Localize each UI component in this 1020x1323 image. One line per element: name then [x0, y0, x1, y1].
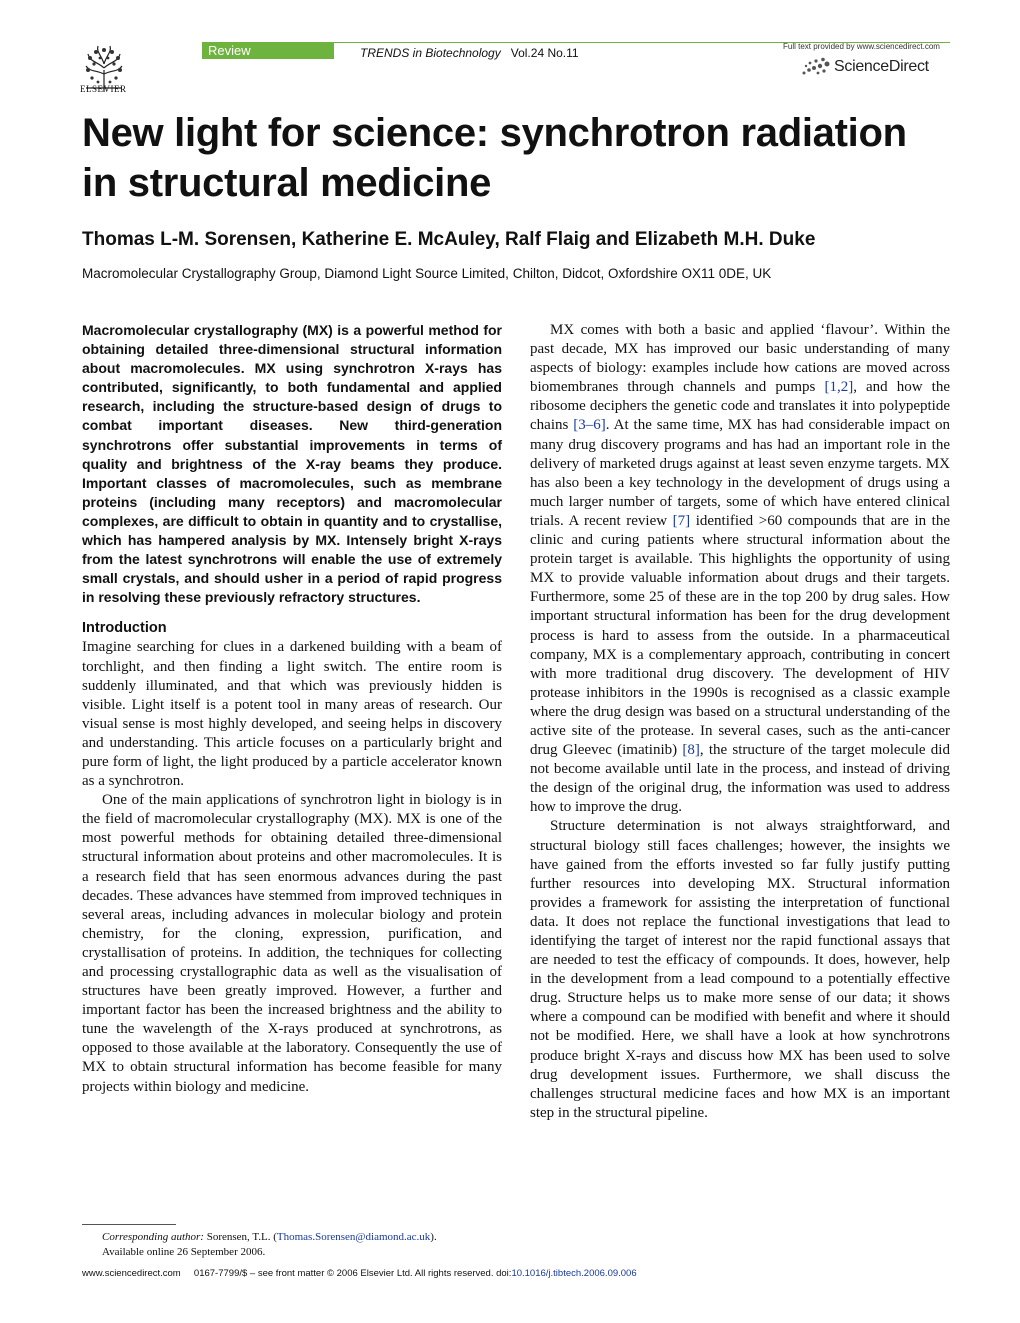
publisher-name: ELSEVIER	[80, 84, 127, 94]
journal-info	[360, 46, 579, 60]
citation-link[interactable]: [8]	[682, 742, 700, 759]
available-online-date: Available online 26 September 2006.	[102, 1246, 266, 1258]
paragraph: Structure determination is not always straightforward, and structural biology still faces challenges; however, the insights we have gained from the efforts invested so far fully justify putting further resources into developing MX. Structural information provides a framework for assisting the interpretation of functional data. It does not replace the functional investigations that lead to identifying the target of interest nor the rapid functional assays that are needed to test the efficacy of compounds. It does, however, help in the development from a lead compound to a potentially effective drug. Structure helps us to make more sense of our data; it shows where a compound can be modified with benefit and where it should not be modified. Here, we shall have a look at how synchrotrons produce bright X-rays and discuss how MX has been used to solve drug development issues. Furthermore, we shall discuss the challenges structural medicine faces and how MX is an important step in the structural pipeline.	[530, 818, 950, 1121]
right-column	[530, 321, 950, 1123]
article-title: New light for science: synchrotron radiation in structural medicine	[82, 111, 907, 205]
left-column	[82, 321, 502, 1097]
text-run: . At the same time, MX has had considerable impact on many drug discovery programs and has had an important role in the delivery of marketed drugs against at least seven enzyme targets. MX has also been a key technology in the development of drugs using a much larger number of targets, some of which have entered clinical trials. A recent review	[530, 417, 951, 529]
email-link[interactable]: Thomas.Sorensen@diamond.ac.uk	[276, 1231, 431, 1243]
citation-link[interactable]: [7]	[672, 512, 691, 529]
paragraph: One of the main applications of synchrotron light in biology is in the field of macromolecular crystallography (MX). MX is one of the most powerful methods for obtaining detailed three-dimensional structural information about proteins and other macromolecules. It is a research field that has seen enormous advances during the past decades. These advances have stemmed from improved techniques in several areas, including advances in molecular biology and protein chemistry, for the cloning, expression, purification, and crystallisation of proteins. In addition, the techniques for collecting and processing crystallographic data as well as the visualisation of structures have been greatly improved. However, a further and important factor has been the increased brightness and the ability to tune the wavelength of the X-rays produced at synchrotrons, as opposed to those available at the laboratory. Consequently the use of MX to obtain structural information has become feasible for many projects within biology and medicine.	[82, 792, 502, 1095]
paragraph	[530, 321, 950, 817]
footnote-label: Corresponding author:	[102, 1231, 204, 1243]
footnote-author: Sorensen, T.L. (	[203, 1231, 277, 1243]
footnote-rule	[82, 1224, 176, 1225]
footer-copyright: www.sciencedirect.com 0167-7799/$ – see front matter © 2006 Elsevier Ltd. All rights reserved. doi:	[82, 1268, 512, 1279]
section-heading-introduction: Introduction	[82, 620, 167, 637]
citation-link[interactable]: [3–6]	[573, 417, 606, 434]
sciencedirect-logo[interactable]	[800, 56, 929, 78]
affiliation: Macromolecular Crystallography Group, Diamond Light Source Limited, Chilton, Didcot, Oxfordshire OX11 0DE, UK	[82, 266, 772, 281]
journal-volume: Vol.24 No.11	[510, 46, 579, 60]
sciencedirect-dots-icon	[800, 57, 832, 77]
sciencedirect-wordmark: ScienceDirect	[834, 58, 929, 75]
journal-name: TRENDS in Biotechnology	[360, 46, 501, 60]
fulltext-note: Full text provided by www.sciencedirect.com	[783, 42, 940, 51]
text-run: , the structure of the target molecule did not become available until late in the process, and instead of driving the design of the original drug, the information was used to address how to improve the drug.	[530, 742, 950, 816]
abstract: Macromolecular crystallography (MX) is a powerful method for obtaining detailed three-dimensional structural information about macromolecules. MX using synchrotron X-rays has contributed, significantly, to both fundamental and applied research, including the structure-based design of drugs to combat important diseases. New third-generation synchrotrons offer substantial improvements in terms of quality and brightness of the X-ray beams they produce. Important classes of macromolecules, such as membrane proteins (including many receptors) and macromolecular complexes, are difficult to obtain in quantity and to crystallise, which has hampered analysis by MX. Intensely bright X-rays from the latest synchrotrons will enable the use of extremely small crystals, and should usher in a period of rapid progress in resolving these previously refractory structures.	[82, 322, 502, 606]
footnote-close: ).	[430, 1231, 437, 1243]
text-run: identified >60 compounds that are in the clinic and curing patients where structural information about the protein target is available. This highlights the opportunity of using MX to provide valuable information about drugs and their targets. Furthermore, some 25 of these are in the top 200 by drug sales. How important structural information has been for the drug development process is hard to assess from the outside. In a pharmaceutical company, MX is a complementary approach, contributing in concert with more traditional drug discovery. The development of HIV protease inhibitors in the 1990s is recognised as a classic example where the drug design was based on a structural understanding of the active site of the protease. In several cases, such as the anti-cancer drug Gleevec (imatinib)	[530, 512, 950, 759]
text-run: MX comes with both a basic and applied ‘flavour’. Within the past decade, MX has improved our basic understanding of many aspects of biology: examples include how cations are moved across biomembranes through channels and pumps	[530, 322, 950, 396]
page-footer	[82, 1268, 637, 1279]
corresponding-author-note	[102, 1230, 502, 1260]
text-run: , and how the ribosome deciphers the genetic code and translates it into polypeptide chains	[530, 379, 950, 434]
doi-link[interactable]: 10.1016/j.tibtech.2006.09.006	[511, 1268, 637, 1279]
author-list: Thomas L-M. Sorensen, Katherine E. McAuley, Ralf Flaig and Elizabeth M.H. Duke	[82, 229, 816, 250]
paragraph: Imagine searching for clues in a darkened building with a beam of torchlight, and then finding a light switch. The entire room is suddenly illuminated, and that which was previously hidden is visible. Light itself is a potent tool in many areas of research. Our visual sense is most highly developed, and seeing helps in discovery and understanding. This article focuses on a particularly bright and pure form of light, the light produced by a particle accelerator known as a synchrotron.	[82, 639, 502, 790]
section-tag: Review	[202, 43, 334, 59]
citation-link[interactable]: [1,2]	[824, 379, 854, 396]
